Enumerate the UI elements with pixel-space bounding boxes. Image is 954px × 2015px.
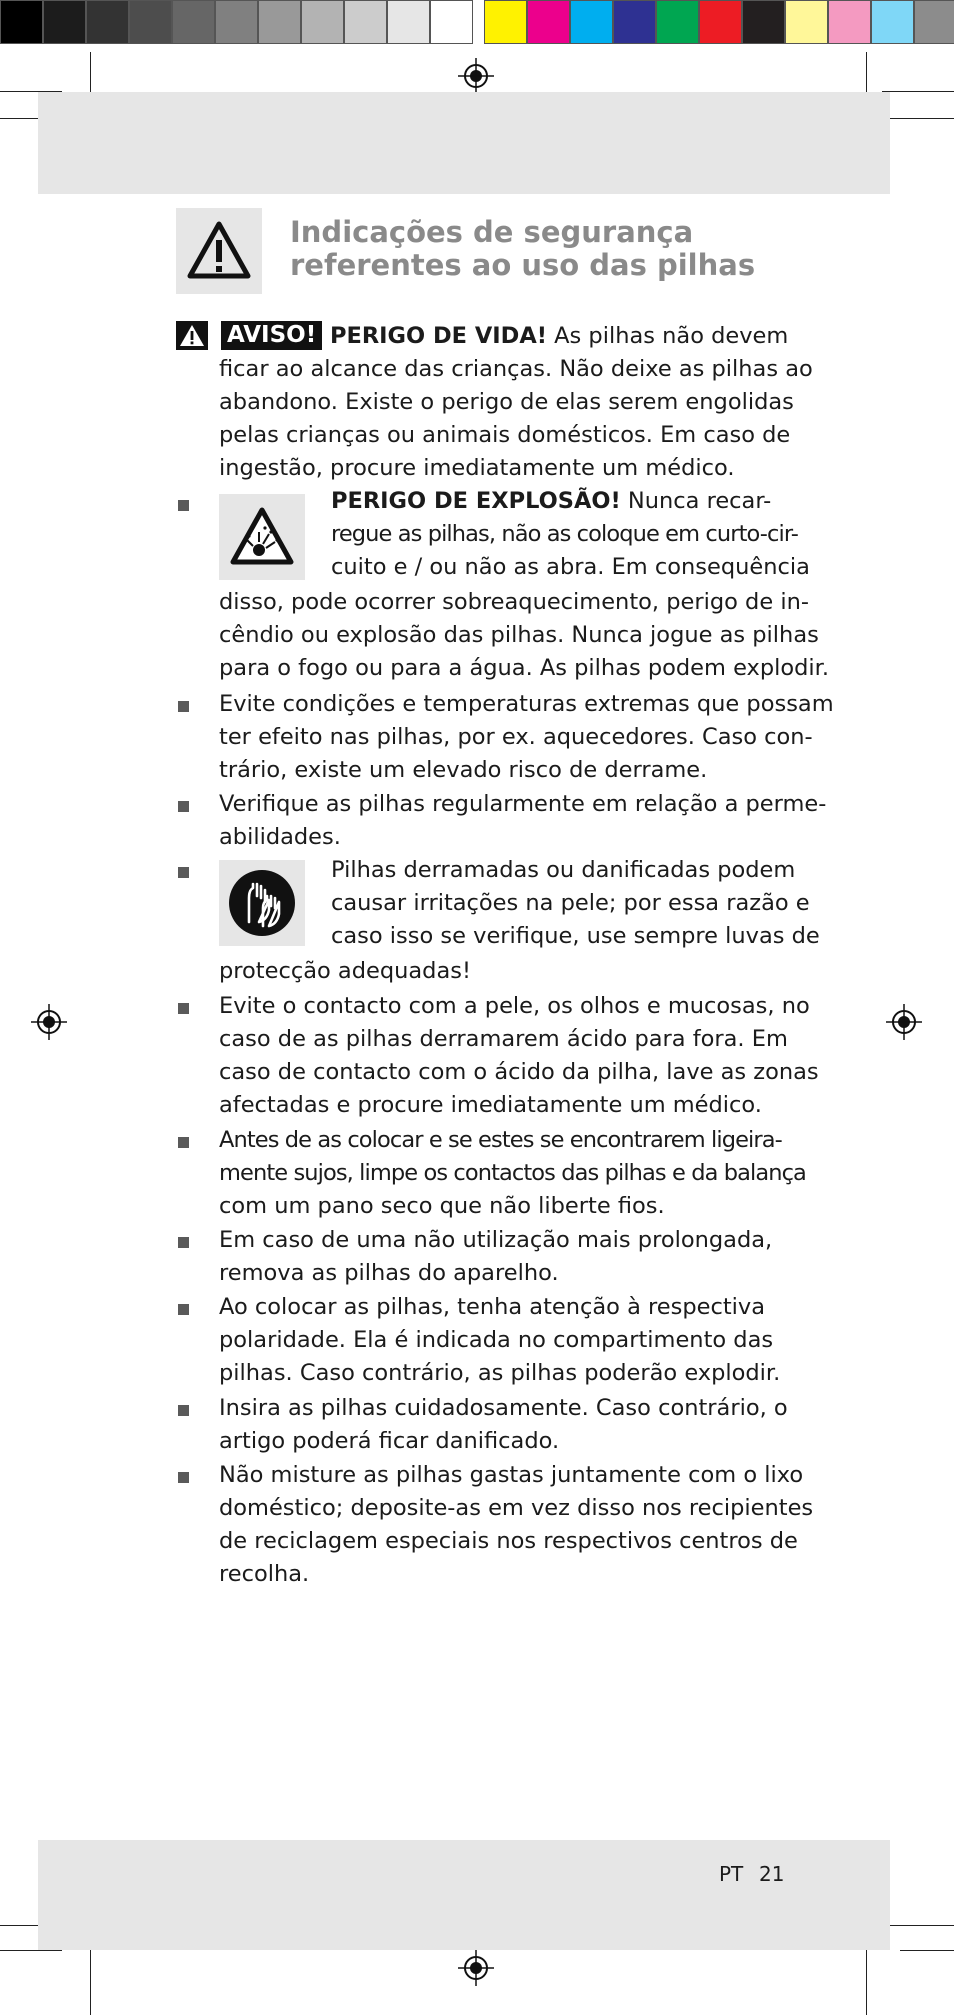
gloves-line: Pilhas derramadas ou danificadas podem (331, 857, 796, 883)
gray-swatch (430, 0, 473, 44)
footer-language: PT (719, 1862, 744, 1886)
gloves-line: causar irritações na pele; por essa razão e (331, 890, 810, 916)
color-swatch (656, 0, 699, 44)
list-item-line: Ao colocar as pilhas, tenha atenção à respectiva (219, 1294, 765, 1320)
list-item-line: recolha. (219, 1561, 310, 1587)
color-swatch (871, 0, 914, 44)
list-item-line: doméstico; deposite-as em vez disso nos recipientes (219, 1495, 814, 1521)
gray-swatch (215, 0, 258, 44)
list-item-line: Verifique as pilhas regularmente em relação a perme- (219, 791, 827, 817)
aviso-line: pelas crianças ou animais domésticos. Em caso de (219, 422, 791, 448)
aviso-badge: AVISO! (221, 321, 322, 350)
bullet-marker (178, 1237, 189, 1248)
bullet-marker (178, 500, 189, 511)
gray-swatch (129, 0, 172, 44)
heading-warning-box (176, 208, 262, 294)
list-item-line: artigo poderá ficar danificado. (219, 1428, 560, 1454)
gloves-icon-box (219, 860, 305, 946)
aviso-line: abandono. Existe o perigo de elas serem engolidas (219, 389, 794, 415)
color-swatch (785, 0, 828, 44)
color-swatch (742, 0, 785, 44)
list-item-line: mente sujos, limpe os contactos das pilhas e da balança (219, 1160, 806, 1186)
protective-gloves-icon (219, 860, 305, 946)
explosion-line: regue as pilhas, não as coloque em curto-cir- (331, 521, 798, 547)
color-swatch (527, 0, 570, 44)
explosion-line: disso, pode ocorrer sobreaquecimento, perigo de in- (219, 589, 809, 615)
bullet-marker (178, 1472, 189, 1483)
list-item-line: Em caso de uma não utilização mais prolongada, (219, 1227, 773, 1253)
list-item-line: caso de contacto com o ácido da pilha, lave as zonas (219, 1059, 819, 1085)
color-swatch (828, 0, 871, 44)
explosion-line-1: PERIGO DE EXPLOSÃO! Nunca recar- (331, 488, 772, 514)
list-item-line: afectadas e procure imediatamente um médico. (219, 1092, 762, 1118)
explosion-line: cêndio ou explosão das pilhas. Nunca jogue as pilhas (219, 622, 819, 648)
page-title (290, 216, 850, 282)
list-item-line: Evite o contacto com a pele, os olhos e mucosas, no (219, 993, 810, 1019)
footer-band (38, 1840, 890, 1950)
page-number: 21 (759, 1862, 785, 1886)
list-item-line: abilidades. (219, 824, 341, 850)
list-item-line: pilhas. Caso contrário, as pilhas poderão explodir. (219, 1360, 781, 1386)
registration-mark-right-icon (886, 1004, 922, 1040)
header-band (38, 92, 890, 194)
bullet-marker (178, 1003, 189, 1014)
registration-mark-top-icon (458, 58, 494, 94)
warning-triangle-icon (176, 208, 262, 294)
color-swatch (613, 0, 656, 44)
color-swatch (570, 0, 613, 44)
list-item-line: remova as pilhas do aparelho. (219, 1260, 559, 1286)
color-swatch (914, 0, 954, 44)
list-item-line: caso de as pilhas derramarem ácido para fora. Em (219, 1026, 788, 1052)
list-item-line: Não misture as pilhas gastas juntamente com o lixo (219, 1462, 804, 1488)
page-title-line-2: referentes ao uso das pilhas (290, 248, 756, 282)
list-item-line: de reciclagem especiais nos respectivos centros de (219, 1528, 798, 1554)
aviso-line: ficar ao alcance das crianças. Não deixe as pilhas ao (219, 356, 813, 382)
explosion-line: para o fogo ou para a água. As pilhas podem explodir. (219, 655, 830, 681)
explosion-icon-box (219, 494, 305, 580)
gray-swatch (43, 0, 86, 44)
page-title-line-1: Indicações de segurança (290, 215, 694, 249)
gray-swatch (86, 0, 129, 44)
bullet-marker (178, 701, 189, 712)
registration-mark-bottom-icon (458, 1950, 494, 1986)
gray-swatch (258, 0, 301, 44)
list-item-line: polaridade. Ela é indicada no compartimento das (219, 1327, 774, 1353)
gray-swatch (301, 0, 344, 44)
color-swatch (699, 0, 742, 44)
gloves-line: caso isso se verifique, use sempre luvas de (331, 923, 820, 949)
bullet-marker (178, 801, 189, 812)
gray-swatch (0, 0, 43, 44)
gray-swatch (387, 0, 430, 44)
color-swatch (484, 0, 527, 44)
list-item-line: Evite condições e temperaturas extremas que possam (219, 691, 834, 717)
list-item-line: ter efeito nas pilhas, por ex. aquecedores. Caso con- (219, 724, 813, 750)
list-item-line: Insira as pilhas cuidadosamente. Caso contrário, o (219, 1395, 788, 1421)
bullet-marker (178, 1405, 189, 1416)
gloves-line: protecção adequadas! (219, 958, 471, 984)
list-item-line: com um pano seco que não liberte fios. (219, 1193, 665, 1219)
registration-mark-left-icon (31, 1004, 67, 1040)
bullet-marker (178, 1304, 189, 1315)
list-item-line: Antes de as colocar e se estes se encontrarem ligeira- (219, 1127, 782, 1153)
bullet-marker (178, 867, 189, 878)
warning-small-icon (176, 321, 208, 350)
explosion-hazard-icon (219, 494, 305, 580)
gray-swatch (172, 0, 215, 44)
explosion-line: cuito e / ou não as abra. Em consequência (331, 554, 810, 580)
bullet-marker (178, 1137, 189, 1148)
list-item-line: trário, existe um elevado risco de derrame. (219, 757, 708, 783)
aviso-line: ingestão, procure imediatamente um médico. (219, 455, 735, 481)
gray-swatch (344, 0, 387, 44)
aviso-line-1: PERIGO DE VIDA! As pilhas não devem (330, 323, 789, 349)
